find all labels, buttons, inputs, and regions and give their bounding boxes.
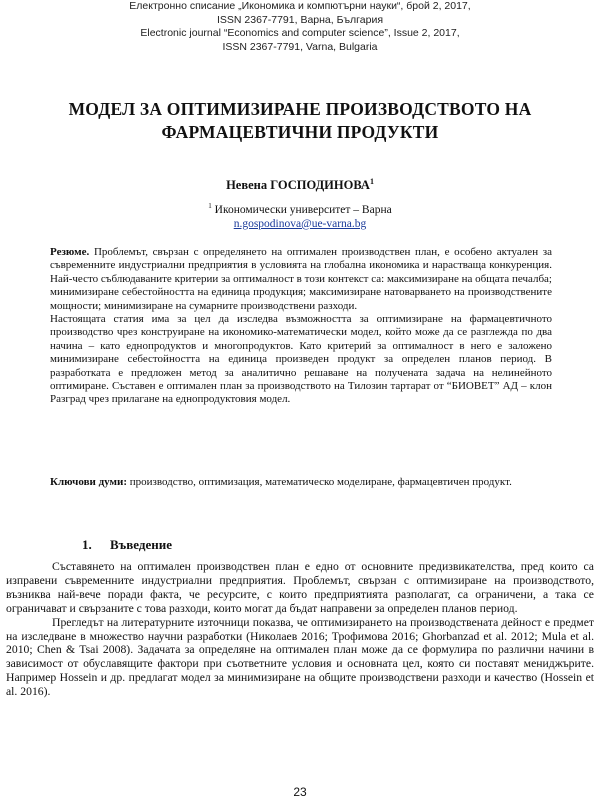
author-email-link[interactable]: n.gospodinova@ue-varna.bg: [233, 217, 367, 230]
paper-title: [20, 98, 580, 144]
abstract-paragraph-2: Настоящата статия има за цел да изследва възможността за оптимизиране на фармацевтичното производство чрез конструиране на икономико-математически модел, който може да се разглежда по два начина – като еднопродуктов и многопродуктов. Като критерий за оптималност в него е заложено минимизиране себестойността на единица произведен продукт за определен планов период. В разработката е предложен метод за аналитично решаване на получената задача на нелинейното оптимиране. Съставен е оптимален план за производството на Тилозин тартарат от “БИОВЕТ” АД – клон Разград чрез прилагане на еднопродуктовия модел.: [50, 313, 552, 406]
abstract: [50, 246, 552, 407]
author-first-name: Невена: [226, 178, 268, 193]
body-paragraph-1: Съставянето на оптимален производствен план е едно от основните предизвикателства, пред които са изправени съвременните индустриални предприятия. Проблемът, свързан с оптимизиране на производството, възниква най-вече поради факта, че ресурсите, с които предприятията разполагат, са ограничени, а така се ограничават и свързаните с това разходи, които могат да бъдат направени за определен планов период.: [6, 560, 594, 615]
keywords: [50, 476, 552, 489]
author-affiliation-marker: 1: [369, 177, 374, 186]
author-last-name: ГОСПОДИНОВА: [270, 178, 370, 193]
section-title: Въведение: [110, 537, 172, 552]
section-heading: [82, 537, 172, 553]
abstract-label: Резюме.: [50, 246, 90, 258]
header-line-en-issn: ISSN 2367-7791, Varna, Bulgaria: [222, 40, 378, 53]
header-line-bg-issn: ISSN 2367-7791, Варна, България: [216, 13, 384, 26]
paper-title-line-1: МОДЕЛ ЗА ОПТИМИЗИРАНЕ ПРОИЗВОДСТВОТО НА: [68, 99, 532, 119]
journal-header: [0, 0, 600, 54]
author-name: [0, 177, 600, 193]
body-paragraph-2: Прегледът на литературните източници показва, че оптимизирането на производствената дейност е предмет на изследване в множество научни разработки (Николаев 2016; Трофимова 2016; Ghorbanzad et al. 2012; Mula et al. 2010; Chen & Tsai 2008). Задачата за определяне на оптимален план може да се формулира по различни начини в зависимост от обуславящите фактори при съответните условия и основната цел, която си поставят мениджърите. Например Hossein и др. предлагат модел за минимизиране на общите производствени разходи и качество (Hossein et al. 2016).: [6, 615, 594, 699]
affiliation-marker: 1: [208, 202, 212, 210]
section-body: [6, 560, 594, 699]
section-number: 1.: [82, 537, 92, 552]
affiliation-name: Икономически университет – Варна: [214, 203, 392, 216]
paper-title-line-2: ФАРМАЦЕВТИЧНИ ПРОДУКТИ: [161, 122, 439, 142]
header-line-en-journal: Electronic journal “Economics and computer science”, Issue 2, 2017,: [140, 27, 460, 39]
page-number: 23: [293, 785, 307, 799]
abstract-paragraph-1: [50, 246, 552, 313]
affiliation: [0, 199, 600, 231]
keywords-label: Ключови думи:: [50, 476, 128, 488]
abstract-text-1: Проблемът, свързан с определянето на оптимален производствен план, е особено актуален за съвременните индустриални предприятия в условията на глобална икономика и нарастваща конкуренция. Най-често съблюдаваните критерии за оптималност в този контекст са: максимизиране на общата печалба; минимизиране себестойността на единица продукция; максимизиране натоварването на производствените мощности; минимизиране на сумарните производствени разходи.: [50, 246, 552, 312]
keywords-text: производство, оптимизация, математическо моделиране, фармацевтичен продукт.: [129, 476, 512, 488]
header-line-bg-journal: Електронно списание „Икономика и компютърни науки“, брой 2, 2017,: [129, 0, 471, 12]
